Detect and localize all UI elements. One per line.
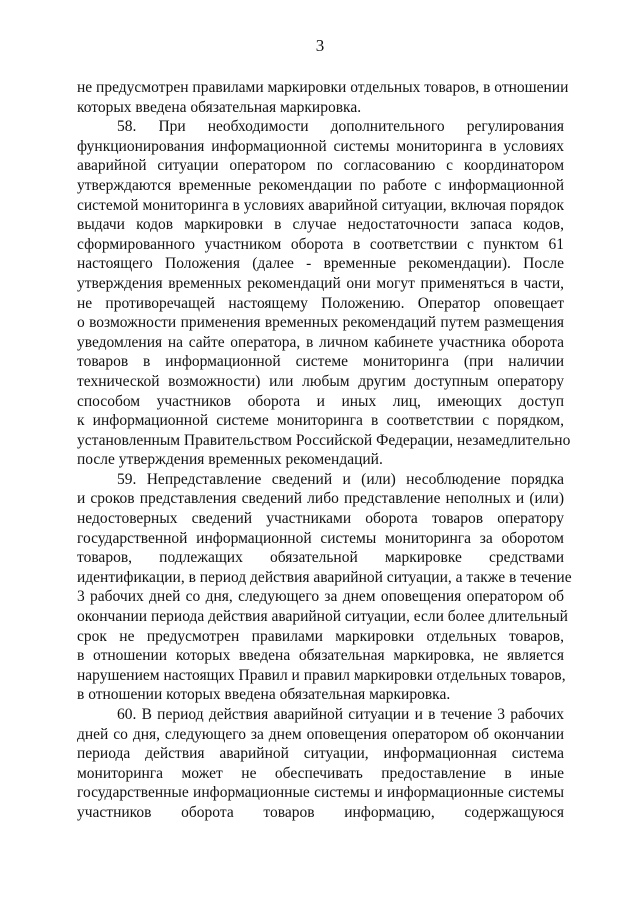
page-number: 3 [315,36,325,55]
text-line: установленным Правительством Российской Федерации, незамедлительно [77,431,571,449]
text-line: настоящего Положения (далее - временные рекомендации). После [77,255,564,273]
text-line: технической возможности) или любым другим доступным оператору [77,372,564,390]
text-line: функционирования информационной системы мониторинга в условиях [77,137,564,155]
paragraph-continuation [77,78,569,117]
text-line: участников оборота товаров информацию, содержащуюся [77,803,564,821]
text-line: мониторинга может не обеспечивать предоставление в иные [77,764,564,782]
text-line: после утверждения временных рекомендаций. [77,451,383,469]
text-line: не предусмотрен правилами маркировки отдельных товаров, в отношении [77,79,569,96]
text-line: не противоречащей настоящему Положению. Оператор оповещает [77,294,564,312]
text-line: в отношении которых введена обязательная маркировка. [77,686,451,704]
text-line: 60. В период действия аварийной ситуации и в течение 3 рабочих [117,706,564,723]
text-line: 3 рабочих дней со дня, следующего за днем оповещения оператором об [77,588,564,606]
paragraph-clause-60 [77,705,564,823]
text-line: нарушением настоящих Правил и правил маркировки отдельных товаров, [77,666,566,684]
paragraph-clause-58 [77,117,571,470]
text-line: недостоверных сведений участниками оборота товаров оператору [77,510,564,528]
text-line: выдачи кодов маркировки в случае недостаточности запаса кодов, [77,216,564,234]
text-line: товаров, подлежащих обязательной маркировке средствами [77,549,564,567]
text-line: государственные информационные системы и информационные системы [77,784,564,802]
text-line: аварийной ситуации оператором по согласованию с координатором [77,157,564,175]
document-body [77,78,572,823]
text-line: товаров в информационной системе мониторинга (при наличии [77,353,564,371]
text-line: утверждаются временные рекомендации по работе с информационной [77,176,564,194]
text-line: государственной информационной системы мониторинга за оборотом [77,529,564,547]
text-line: 59. Непредставление сведений и (или) несоблюдение порядка [117,470,564,488]
text-line: к информационной системе мониторинга в соответствии с порядком, [77,412,564,430]
text-line: о возможности применения временных рекомендаций путем размещения [77,314,564,332]
text-line: дней со дня, следующего за днем оповещения оператором об окончании [77,725,564,743]
paragraph-clause-59 [77,470,572,705]
text-line: которых введена обязательная маркировка. [77,98,362,116]
text-line: в отношении которых введена обязательная маркировка, не является [77,647,564,665]
text-line: сформированного участником оборота в соответствии с пунктом 61 [77,235,564,253]
text-line: и сроков представления сведений либо представление неполных и (или) [77,490,564,508]
text-line: уведомления на сайте оператора, в личном кабинете участника оборота [77,333,564,351]
text-line: способом участников оборота и иных лиц, имеющих доступ [77,392,564,410]
text-line: идентификации, в период действия аварийной ситуации, а также в течение [77,568,572,586]
text-line: 58. При необходимости дополнительного регулирования [117,118,564,136]
text-line: утверждения временных рекомендаций они могут применяться в части, [77,274,564,292]
text-line: периода действия аварийной ситуации, информационная система [77,745,564,763]
text-line: срок не предусмотрен правилами маркировки отдельных товаров, [77,627,564,645]
text-line: системой мониторинга в условиях аварийной ситуации, включая порядок [77,196,564,214]
text-line: окончании периода действия аварийной ситуации, если более длительный [77,608,568,626]
